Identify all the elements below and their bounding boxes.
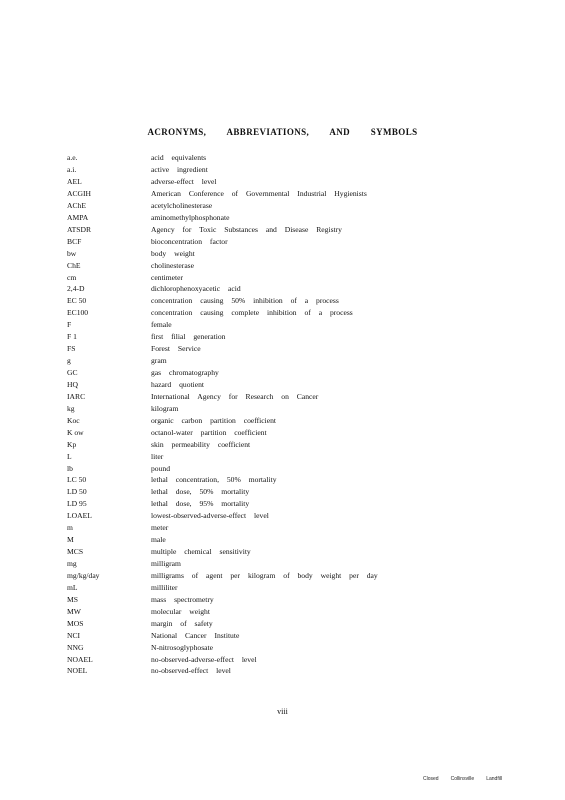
acronym-row (67, 164, 487, 176)
acronym-definition: acid equivalents (151, 153, 207, 163)
acronym-row (67, 224, 487, 236)
acronym-definition: concentration causing complete inhibition of a process (151, 308, 353, 318)
acronym-definition: cholinesterase (151, 260, 195, 270)
acronym-term: AChE (67, 200, 86, 210)
acronym-term: m (67, 523, 73, 533)
acronym-term: HQ (67, 379, 78, 389)
acronym-definition: bioconcentration factor (151, 236, 228, 246)
acronym-row (67, 498, 487, 510)
acronym-term: FS (67, 344, 76, 354)
acronym-row (67, 200, 487, 212)
acronym-term: LD 95 (67, 499, 87, 509)
page-title: ACRONYMS, ABBREVIATIONS, AND SYMBOLS (147, 126, 418, 138)
acronym-term: a.i. (67, 165, 77, 175)
acronym-term: EC 50 (67, 296, 87, 306)
acronym-definition: margin of safety (151, 618, 213, 628)
acronym-definition: aminomethylphosphonate (151, 212, 230, 222)
acronym-term: LOAEL (67, 511, 92, 521)
acronym-term: Koc (67, 415, 80, 425)
acronym-definition: mass spectrometry (151, 594, 214, 604)
acronym-definition: kilogram (151, 403, 179, 413)
acronym-definition: American Conference of Governmental Industrial Hygienists (151, 188, 367, 198)
acronym-term: kg (67, 403, 75, 413)
acronym-definition: lethal dose, 95% mortality (151, 499, 250, 509)
acronym-row (67, 379, 487, 391)
acronym-row (67, 558, 487, 570)
acronym-term: ACGIH (67, 188, 92, 198)
acronym-term: mg (67, 559, 77, 569)
acronym-row (67, 450, 487, 462)
acronym-row (67, 259, 487, 271)
acronym-row (67, 641, 487, 653)
acronym-definition: no-observed-effect level (151, 666, 231, 676)
footer (423, 776, 514, 782)
acronym-row (67, 391, 487, 403)
acronym-row (67, 295, 487, 307)
acronym-row (67, 474, 487, 486)
acronym-term: F 1 (67, 332, 77, 342)
acronym-term: ChE (67, 260, 81, 270)
acronym-definition: active ingredient (151, 165, 208, 175)
acronym-row (67, 355, 487, 367)
acronym-definition: International Agency for Research on Cancer (151, 391, 319, 401)
acronym-definition: milliliter (151, 582, 178, 592)
acronym-term: g (67, 356, 71, 366)
acronym-definition: octanol-water partition coefficient (151, 427, 267, 437)
acronym-list (67, 152, 487, 677)
acronym-definition: hazard quotient (151, 379, 205, 389)
acronym-definition: lethal dose, 50% mortality (151, 487, 250, 497)
acronym-definition: organic carbon partition coefficient (151, 415, 277, 425)
acronym-term: NNG (67, 642, 84, 652)
acronym-definition: Agency for Toxic Substances and Disease Registry (151, 224, 342, 234)
acronym-definition: molecular weight (151, 606, 210, 616)
acronym-term: GC (67, 368, 78, 378)
acronym-term: IARC (67, 391, 86, 401)
acronym-row (67, 188, 487, 200)
acronym-definition: gas chromatography (151, 368, 219, 378)
acronym-definition: male (151, 535, 166, 545)
acronym-definition: lowest-observed-adverse-effect level (151, 511, 269, 521)
acronym-row (67, 594, 487, 606)
acronym-term: NOAEL (67, 654, 93, 664)
acronym-row (67, 439, 487, 451)
acronym-row (67, 570, 487, 582)
acronym-row (67, 653, 487, 665)
acronym-row (67, 367, 487, 379)
acronym-term: a.e. (67, 153, 78, 163)
acronym-row (67, 271, 487, 283)
acronym-definition: female (151, 320, 172, 330)
acronym-term: mg/kg/day (67, 570, 100, 580)
acronym-term: NOEL (67, 666, 88, 676)
acronym-term: K ow (67, 427, 84, 437)
acronym-term: MOS (67, 618, 84, 628)
acronym-term: F (67, 320, 72, 330)
acronym-term: BCF (67, 236, 82, 246)
acronym-definition: liter (151, 451, 164, 461)
acronym-row (67, 522, 487, 534)
acronym-row (67, 403, 487, 415)
acronym-term: EC100 (67, 308, 89, 318)
acronym-row (67, 236, 487, 248)
acronym-row (67, 307, 487, 319)
acronym-term: NCI (67, 630, 81, 640)
footer-word: Collinsville (450, 776, 475, 782)
acronym-row (67, 534, 487, 546)
acronym-row (67, 319, 487, 331)
acronym-term: 2,4-D (67, 284, 85, 294)
footer-word: Landfill (486, 776, 503, 782)
acronym-row (67, 606, 487, 618)
acronym-term: M (67, 535, 74, 545)
acronym-definition: Forest Service (151, 344, 201, 354)
acronym-row (67, 343, 487, 355)
acronym-row (67, 331, 487, 343)
acronym-definition: centimeter (151, 272, 184, 282)
acronym-definition: no-observed-adverse-effect level (151, 654, 257, 664)
acronym-term: lb (67, 463, 73, 473)
acronym-term: Kp (67, 439, 77, 449)
acronym-term: ATSDR (67, 224, 92, 234)
acronym-definition: multiple chemical sensitivity (151, 547, 251, 557)
footer-word: Closed (423, 776, 439, 782)
acronym-row (67, 248, 487, 260)
acronym-definition: pound (151, 463, 170, 473)
acronym-row (67, 427, 487, 439)
acronym-row (67, 152, 487, 164)
acronym-definition: lethal concentration, 50% mortality (151, 475, 277, 485)
acronym-definition: milligram (151, 559, 181, 569)
page-number: viii (277, 707, 288, 716)
acronym-definition: N-nitrosoglyphosate (151, 642, 214, 652)
acronym-definition: body weight (151, 248, 195, 258)
acronym-row (67, 486, 487, 498)
acronym-definition: meter (151, 523, 169, 533)
acronym-term: mL (67, 582, 78, 592)
acronym-definition: acetylcholinesterase (151, 200, 213, 210)
acronym-term: MW (67, 606, 81, 616)
acronym-term: LD 50 (67, 487, 87, 497)
acronym-definition: concentration causing 50% inhibition of a process (151, 296, 339, 306)
acronym-definition: National Cancer Institute (151, 630, 240, 640)
acronym-definition: gram (151, 356, 167, 366)
acronym-term: AEL (67, 177, 82, 187)
acronym-row (67, 665, 487, 677)
acronym-definition: skin permeability coefficient (151, 439, 251, 449)
acronym-term: AMPA (67, 212, 89, 222)
acronym-definition: dichlorophenoxyacetic acid (151, 284, 241, 294)
acronym-term: cm (67, 272, 77, 282)
acronym-row (67, 510, 487, 522)
acronym-term: L (67, 451, 72, 461)
acronym-definition: first filial generation (151, 332, 226, 342)
acronym-definition: milligrams of agent per kilogram of body weight per day (151, 570, 378, 580)
acronym-term: LC 50 (67, 475, 87, 485)
acronym-term: bw (67, 248, 77, 258)
acronym-row (67, 176, 487, 188)
acronym-row (67, 462, 487, 474)
acronym-term: MS (67, 594, 78, 604)
acronym-row (67, 546, 487, 558)
acronym-row (67, 618, 487, 630)
acronym-definition: adverse-effect level (151, 177, 217, 187)
acronym-row (67, 283, 487, 295)
acronym-row (67, 582, 487, 594)
acronym-row (67, 415, 487, 427)
acronym-row (67, 630, 487, 642)
acronym-term: MCS (67, 547, 84, 557)
acronym-row (67, 212, 487, 224)
